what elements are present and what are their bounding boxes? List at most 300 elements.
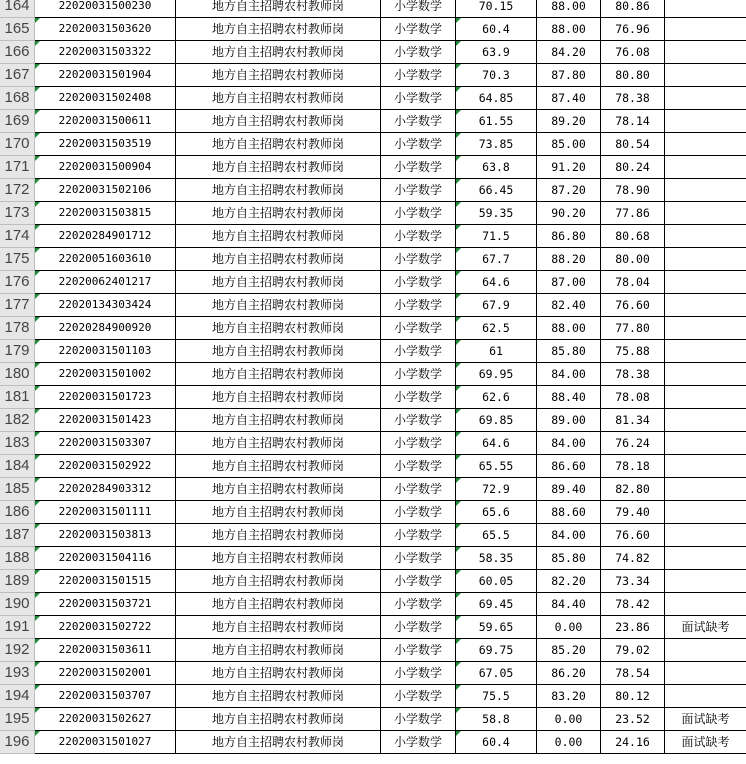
subject-cell[interactable]: [381, 248, 456, 271]
cell-text: 小学数学: [393, 22, 442, 36]
total-score-cell[interactable]: [601, 501, 665, 524]
position-cell[interactable]: [176, 156, 381, 179]
remark-cell[interactable]: [665, 156, 746, 179]
row-header[interactable]: 170: [0, 133, 35, 156]
subject-cell[interactable]: [381, 524, 456, 547]
error-indicator-icon: [456, 478, 461, 483]
candidate-id-cell[interactable]: [35, 363, 176, 386]
written-score-cell[interactable]: [456, 570, 537, 593]
written-score-cell[interactable]: [456, 340, 537, 363]
remark-cell[interactable]: [665, 294, 746, 317]
cell-text: 76.60: [615, 528, 650, 542]
subject-cell[interactable]: [381, 271, 456, 294]
position-cell[interactable]: [176, 225, 381, 248]
total-score-cell[interactable]: [601, 409, 665, 432]
subject-cell[interactable]: [381, 455, 456, 478]
remark-cell[interactable]: [665, 87, 746, 110]
cell-text: 22020031503519: [58, 137, 152, 150]
position-cell[interactable]: [176, 133, 381, 156]
remark-cell[interactable]: [665, 524, 746, 547]
written-score-cell[interactable]: [456, 547, 537, 570]
candidate-id-cell[interactable]: [35, 156, 176, 179]
position-cell[interactable]: [176, 202, 381, 225]
subject-cell[interactable]: [381, 616, 456, 639]
candidate-id-cell[interactable]: [35, 501, 176, 524]
interview-score-cell[interactable]: [537, 547, 601, 570]
row-header[interactable]: 171: [0, 156, 35, 179]
error-indicator-icon: [35, 271, 40, 276]
remark-cell[interactable]: [665, 639, 746, 662]
row-header[interactable]: 187: [0, 524, 35, 547]
subject-cell[interactable]: [381, 409, 456, 432]
total-score-cell[interactable]: [601, 225, 665, 248]
written-score-cell[interactable]: [456, 524, 537, 547]
written-score-cell[interactable]: [456, 409, 537, 432]
candidate-id-cell[interactable]: [35, 64, 176, 87]
position-cell[interactable]: [176, 593, 381, 616]
position-cell[interactable]: [176, 685, 381, 708]
candidate-id-cell[interactable]: [35, 294, 176, 317]
interview-score-cell[interactable]: [537, 248, 601, 271]
interview-score-cell[interactable]: [537, 363, 601, 386]
row-header[interactable]: 182: [0, 409, 35, 432]
cell-text: 69.75: [478, 643, 514, 657]
candidate-id-cell[interactable]: [35, 0, 176, 18]
remark-cell[interactable]: [665, 64, 746, 87]
position-cell[interactable]: [176, 110, 381, 133]
candidate-id-cell[interactable]: [35, 18, 176, 41]
interview-score-cell[interactable]: [537, 110, 601, 133]
remark-cell[interactable]: [665, 179, 746, 202]
written-score-cell[interactable]: [456, 271, 537, 294]
row-header[interactable]: 188: [0, 547, 35, 570]
row-header[interactable]: 193: [0, 662, 35, 685]
candidate-id-cell[interactable]: [35, 593, 176, 616]
interview-score-cell[interactable]: [537, 133, 601, 156]
table-row: [0, 501, 746, 524]
remark-cell[interactable]: [665, 593, 746, 616]
written-score-cell[interactable]: [456, 639, 537, 662]
row-header[interactable]: 190: [0, 593, 35, 616]
subject-cell[interactable]: [381, 202, 456, 225]
interview-score-cell[interactable]: [537, 501, 601, 524]
cell-text: 67.7: [482, 252, 510, 266]
position-cell[interactable]: [176, 570, 381, 593]
total-score-cell[interactable]: [601, 685, 665, 708]
position-cell[interactable]: [176, 87, 381, 110]
remark-cell[interactable]: [665, 708, 746, 731]
subject-cell[interactable]: [381, 64, 456, 87]
candidate-id-cell[interactable]: [35, 110, 176, 133]
interview-score-cell[interactable]: [537, 731, 601, 754]
interview-score-cell[interactable]: [537, 41, 601, 64]
interview-score-cell[interactable]: [537, 294, 601, 317]
table-row: [0, 662, 746, 685]
row-header[interactable]: 167: [0, 64, 35, 87]
row-header[interactable]: 195: [0, 708, 35, 731]
subject-cell[interactable]: [381, 317, 456, 340]
row-header[interactable]: 184: [0, 455, 35, 478]
candidate-id-cell[interactable]: [35, 547, 176, 570]
subject-cell[interactable]: [381, 87, 456, 110]
cell-text: 76.08: [615, 45, 650, 59]
interview-score-cell[interactable]: [537, 271, 601, 294]
interview-score-cell[interactable]: [537, 662, 601, 685]
interview-score-cell[interactable]: [537, 593, 601, 616]
row-header[interactable]: 168: [0, 87, 35, 110]
total-score-cell[interactable]: [601, 616, 665, 639]
remark-cell[interactable]: [665, 317, 746, 340]
row-header[interactable]: 169: [0, 110, 35, 133]
interview-score-cell[interactable]: [537, 202, 601, 225]
subject-cell[interactable]: [381, 662, 456, 685]
written-score-cell[interactable]: [456, 478, 537, 501]
position-cell[interactable]: [176, 708, 381, 731]
total-score-cell[interactable]: [601, 639, 665, 662]
remark-cell[interactable]: [665, 340, 746, 363]
row-header[interactable]: 176: [0, 271, 35, 294]
candidate-id-cell[interactable]: [35, 179, 176, 202]
interview-score-cell[interactable]: [537, 639, 601, 662]
written-score-cell[interactable]: [456, 110, 537, 133]
total-score-cell[interactable]: [601, 179, 665, 202]
remark-cell[interactable]: [665, 18, 746, 41]
error-indicator-icon: [35, 547, 40, 552]
row-header[interactable]: 174: [0, 225, 35, 248]
subject-cell[interactable]: [381, 685, 456, 708]
row-header[interactable]: 178: [0, 317, 35, 340]
row-header[interactable]: 186: [0, 501, 35, 524]
position-cell[interactable]: [176, 409, 381, 432]
position-cell[interactable]: [176, 64, 381, 87]
row-header[interactable]: 196: [0, 731, 35, 754]
cell-text: 69.95: [478, 367, 514, 381]
position-cell[interactable]: [176, 18, 381, 41]
subject-cell[interactable]: [381, 156, 456, 179]
row-header[interactable]: 166: [0, 41, 35, 64]
interview-score-cell[interactable]: [537, 432, 601, 455]
cell-text: 22020031502408: [58, 91, 152, 104]
cell-text: 小学数学: [393, 712, 442, 726]
interview-score-cell[interactable]: [537, 685, 601, 708]
subject-cell[interactable]: [381, 639, 456, 662]
row-header[interactable]: 164: [0, 0, 35, 18]
remark-cell[interactable]: [665, 616, 746, 639]
remark-cell[interactable]: [665, 133, 746, 156]
remark-cell[interactable]: [665, 455, 746, 478]
row-header[interactable]: 175: [0, 248, 35, 271]
interview-score-cell[interactable]: [537, 225, 601, 248]
total-score-cell[interactable]: [601, 133, 665, 156]
table-row: [0, 478, 746, 501]
subject-cell[interactable]: [381, 570, 456, 593]
remark-cell[interactable]: [665, 386, 746, 409]
row-header[interactable]: 183: [0, 432, 35, 455]
written-score-cell[interactable]: [456, 87, 537, 110]
interview-score-cell[interactable]: [537, 616, 601, 639]
written-score-cell[interactable]: [456, 662, 537, 685]
interview-score-cell[interactable]: [537, 18, 601, 41]
candidate-id-cell[interactable]: [35, 409, 176, 432]
subject-cell[interactable]: [381, 179, 456, 202]
written-score-cell[interactable]: [456, 294, 537, 317]
position-cell[interactable]: [176, 386, 381, 409]
interview-score-cell[interactable]: [537, 156, 601, 179]
row-header[interactable]: 173: [0, 202, 35, 225]
written-score-cell[interactable]: [456, 317, 537, 340]
total-score-cell[interactable]: [601, 248, 665, 271]
cell-text: 66.45: [478, 183, 514, 197]
subject-cell[interactable]: [381, 41, 456, 64]
remark-cell[interactable]: [665, 731, 746, 754]
cell-text: 小学数学: [393, 298, 442, 312]
remark-cell[interactable]: [665, 432, 746, 455]
cell-text: 65.5: [482, 528, 510, 542]
subject-cell[interactable]: [381, 478, 456, 501]
total-score-cell[interactable]: [601, 662, 665, 685]
row-header[interactable]: 180: [0, 363, 35, 386]
total-score-cell[interactable]: [601, 432, 665, 455]
candidate-id-cell[interactable]: [35, 225, 176, 248]
total-score-cell[interactable]: [601, 156, 665, 179]
row-header[interactable]: 165: [0, 18, 35, 41]
subject-cell[interactable]: [381, 363, 456, 386]
candidate-id-cell[interactable]: [35, 662, 176, 685]
total-score-cell[interactable]: [601, 64, 665, 87]
candidate-id-cell[interactable]: [35, 87, 176, 110]
subject-cell[interactable]: [381, 501, 456, 524]
error-indicator-icon: [35, 478, 40, 483]
subject-cell[interactable]: [381, 110, 456, 133]
row-header[interactable]: 191: [0, 616, 35, 639]
row-header[interactable]: 181: [0, 386, 35, 409]
candidate-id-cell[interactable]: [35, 616, 176, 639]
position-cell[interactable]: [176, 340, 381, 363]
remark-cell[interactable]: [665, 248, 746, 271]
cell-text: 地方自主招聘农村教师岗: [211, 459, 344, 473]
total-score-cell[interactable]: [601, 708, 665, 731]
table-row: [0, 570, 746, 593]
written-score-cell[interactable]: [456, 133, 537, 156]
total-score-cell[interactable]: [601, 478, 665, 501]
interview-score-cell[interactable]: [537, 478, 601, 501]
position-cell[interactable]: [176, 248, 381, 271]
total-score-cell[interactable]: [601, 455, 665, 478]
subject-cell[interactable]: [381, 225, 456, 248]
cell-text: 58.35: [478, 551, 514, 565]
remark-cell[interactable]: [665, 110, 746, 133]
table-row: [0, 87, 746, 110]
total-score-cell[interactable]: [601, 0, 665, 18]
total-score-cell[interactable]: [601, 386, 665, 409]
position-cell[interactable]: [176, 616, 381, 639]
subject-cell[interactable]: [381, 294, 456, 317]
total-score-cell[interactable]: [601, 271, 665, 294]
written-score-cell[interactable]: [456, 64, 537, 87]
cell-text: 小学数学: [393, 482, 442, 496]
total-score-cell[interactable]: [601, 110, 665, 133]
candidate-id-cell[interactable]: [35, 708, 176, 731]
subject-cell[interactable]: [381, 731, 456, 754]
written-score-cell[interactable]: [456, 616, 537, 639]
candidate-id-cell[interactable]: [35, 133, 176, 156]
written-score-cell[interactable]: [456, 432, 537, 455]
written-score-cell[interactable]: [456, 18, 537, 41]
candidate-id-cell[interactable]: [35, 271, 176, 294]
position-cell[interactable]: [176, 662, 381, 685]
total-score-cell[interactable]: [601, 593, 665, 616]
position-cell[interactable]: [176, 0, 381, 18]
row-header[interactable]: 185: [0, 478, 35, 501]
total-score-cell[interactable]: [601, 41, 665, 64]
remark-cell[interactable]: [665, 478, 746, 501]
written-score-cell[interactable]: [456, 455, 537, 478]
cell-text: 小学数学: [393, 367, 442, 381]
interview-score-cell[interactable]: [537, 340, 601, 363]
position-cell[interactable]: [176, 731, 381, 754]
candidate-id-cell[interactable]: [35, 340, 176, 363]
remark-cell[interactable]: [665, 685, 746, 708]
remark-cell[interactable]: [665, 409, 746, 432]
cell-text: 小学数学: [393, 643, 442, 657]
total-score-cell[interactable]: [601, 363, 665, 386]
candidate-id-cell[interactable]: [35, 248, 176, 271]
total-score-cell[interactable]: [601, 340, 665, 363]
remark-cell[interactable]: [665, 501, 746, 524]
position-cell[interactable]: [176, 524, 381, 547]
interview-score-cell[interactable]: [537, 64, 601, 87]
error-indicator-icon: [456, 731, 461, 736]
total-score-cell[interactable]: [601, 87, 665, 110]
total-score-cell[interactable]: [601, 547, 665, 570]
interview-score-cell[interactable]: [537, 317, 601, 340]
subject-cell[interactable]: [381, 18, 456, 41]
remark-cell[interactable]: [665, 202, 746, 225]
row-header[interactable]: 192: [0, 639, 35, 662]
interview-score-cell[interactable]: [537, 570, 601, 593]
total-score-cell[interactable]: [601, 202, 665, 225]
cell-text: 80.54: [615, 137, 650, 151]
remark-cell[interactable]: [665, 547, 746, 570]
interview-score-cell[interactable]: [537, 386, 601, 409]
written-score-cell[interactable]: [456, 731, 537, 754]
cell-text: 85.00: [551, 137, 586, 151]
cell-text: 60.4: [482, 735, 510, 749]
candidate-id-cell[interactable]: [35, 731, 176, 754]
position-cell[interactable]: [176, 547, 381, 570]
subject-cell[interactable]: [381, 547, 456, 570]
candidate-id-cell[interactable]: [35, 524, 176, 547]
cell-text: 88.60: [551, 505, 586, 519]
position-cell[interactable]: [176, 179, 381, 202]
candidate-id-cell[interactable]: [35, 432, 176, 455]
position-cell[interactable]: [176, 501, 381, 524]
total-score-cell[interactable]: [601, 317, 665, 340]
written-score-cell[interactable]: [456, 179, 537, 202]
position-cell[interactable]: [176, 317, 381, 340]
remark-cell[interactable]: [665, 0, 746, 18]
interview-score-cell[interactable]: [537, 455, 601, 478]
remark-cell[interactable]: [665, 570, 746, 593]
interview-score-cell[interactable]: [537, 0, 601, 18]
interview-score-cell[interactable]: [537, 708, 601, 731]
candidate-id-cell[interactable]: [35, 317, 176, 340]
candidate-id-cell[interactable]: [35, 455, 176, 478]
interview-score-cell[interactable]: [537, 87, 601, 110]
candidate-id-cell[interactable]: [35, 202, 176, 225]
candidate-id-cell[interactable]: [35, 685, 176, 708]
written-score-cell[interactable]: [456, 248, 537, 271]
interview-score-cell[interactable]: [537, 524, 601, 547]
total-score-cell[interactable]: [601, 731, 665, 754]
subject-cell[interactable]: [381, 0, 456, 18]
candidate-id-cell[interactable]: [35, 386, 176, 409]
cell-text: 67.9: [482, 298, 510, 312]
row-header[interactable]: 194: [0, 685, 35, 708]
position-cell[interactable]: [176, 478, 381, 501]
position-cell[interactable]: [176, 294, 381, 317]
candidate-id-cell[interactable]: [35, 639, 176, 662]
subject-cell[interactable]: [381, 708, 456, 731]
remark-cell[interactable]: [665, 662, 746, 685]
subject-cell[interactable]: [381, 386, 456, 409]
position-cell[interactable]: [176, 455, 381, 478]
row-header[interactable]: 177: [0, 294, 35, 317]
remark-cell[interactable]: [665, 363, 746, 386]
written-score-cell[interactable]: [456, 708, 537, 731]
row-header[interactable]: 172: [0, 179, 35, 202]
cell-text: 22020031500904: [58, 160, 152, 173]
remark-cell[interactable]: [665, 41, 746, 64]
written-score-cell[interactable]: [456, 41, 537, 64]
written-score-cell[interactable]: [456, 0, 537, 18]
written-score-cell[interactable]: [456, 156, 537, 179]
position-cell[interactable]: [176, 363, 381, 386]
written-score-cell[interactable]: [456, 363, 537, 386]
position-cell[interactable]: [176, 639, 381, 662]
interview-score-cell[interactable]: [537, 409, 601, 432]
written-score-cell[interactable]: [456, 685, 537, 708]
written-score-cell[interactable]: [456, 202, 537, 225]
row-header[interactable]: 189: [0, 570, 35, 593]
remark-cell[interactable]: [665, 225, 746, 248]
written-score-cell[interactable]: [456, 386, 537, 409]
cell-text: 61: [489, 344, 503, 358]
remark-cell[interactable]: [665, 271, 746, 294]
written-score-cell[interactable]: [456, 501, 537, 524]
subject-cell[interactable]: [381, 593, 456, 616]
subject-cell[interactable]: [381, 432, 456, 455]
total-score-cell[interactable]: [601, 294, 665, 317]
position-cell[interactable]: [176, 432, 381, 455]
position-cell[interactable]: [176, 271, 381, 294]
subject-cell[interactable]: [381, 133, 456, 156]
table-row: [0, 294, 746, 317]
error-indicator-icon: [456, 41, 461, 46]
candidate-id-cell[interactable]: [35, 41, 176, 64]
candidate-id-cell[interactable]: [35, 570, 176, 593]
position-cell[interactable]: [176, 41, 381, 64]
subject-cell[interactable]: [381, 340, 456, 363]
total-score-cell[interactable]: [601, 18, 665, 41]
written-score-cell[interactable]: [456, 593, 537, 616]
row-header[interactable]: 179: [0, 340, 35, 363]
written-score-cell[interactable]: [456, 225, 537, 248]
total-score-cell[interactable]: [601, 570, 665, 593]
candidate-id-cell[interactable]: [35, 478, 176, 501]
total-score-cell[interactable]: [601, 524, 665, 547]
interview-score-cell[interactable]: [537, 179, 601, 202]
